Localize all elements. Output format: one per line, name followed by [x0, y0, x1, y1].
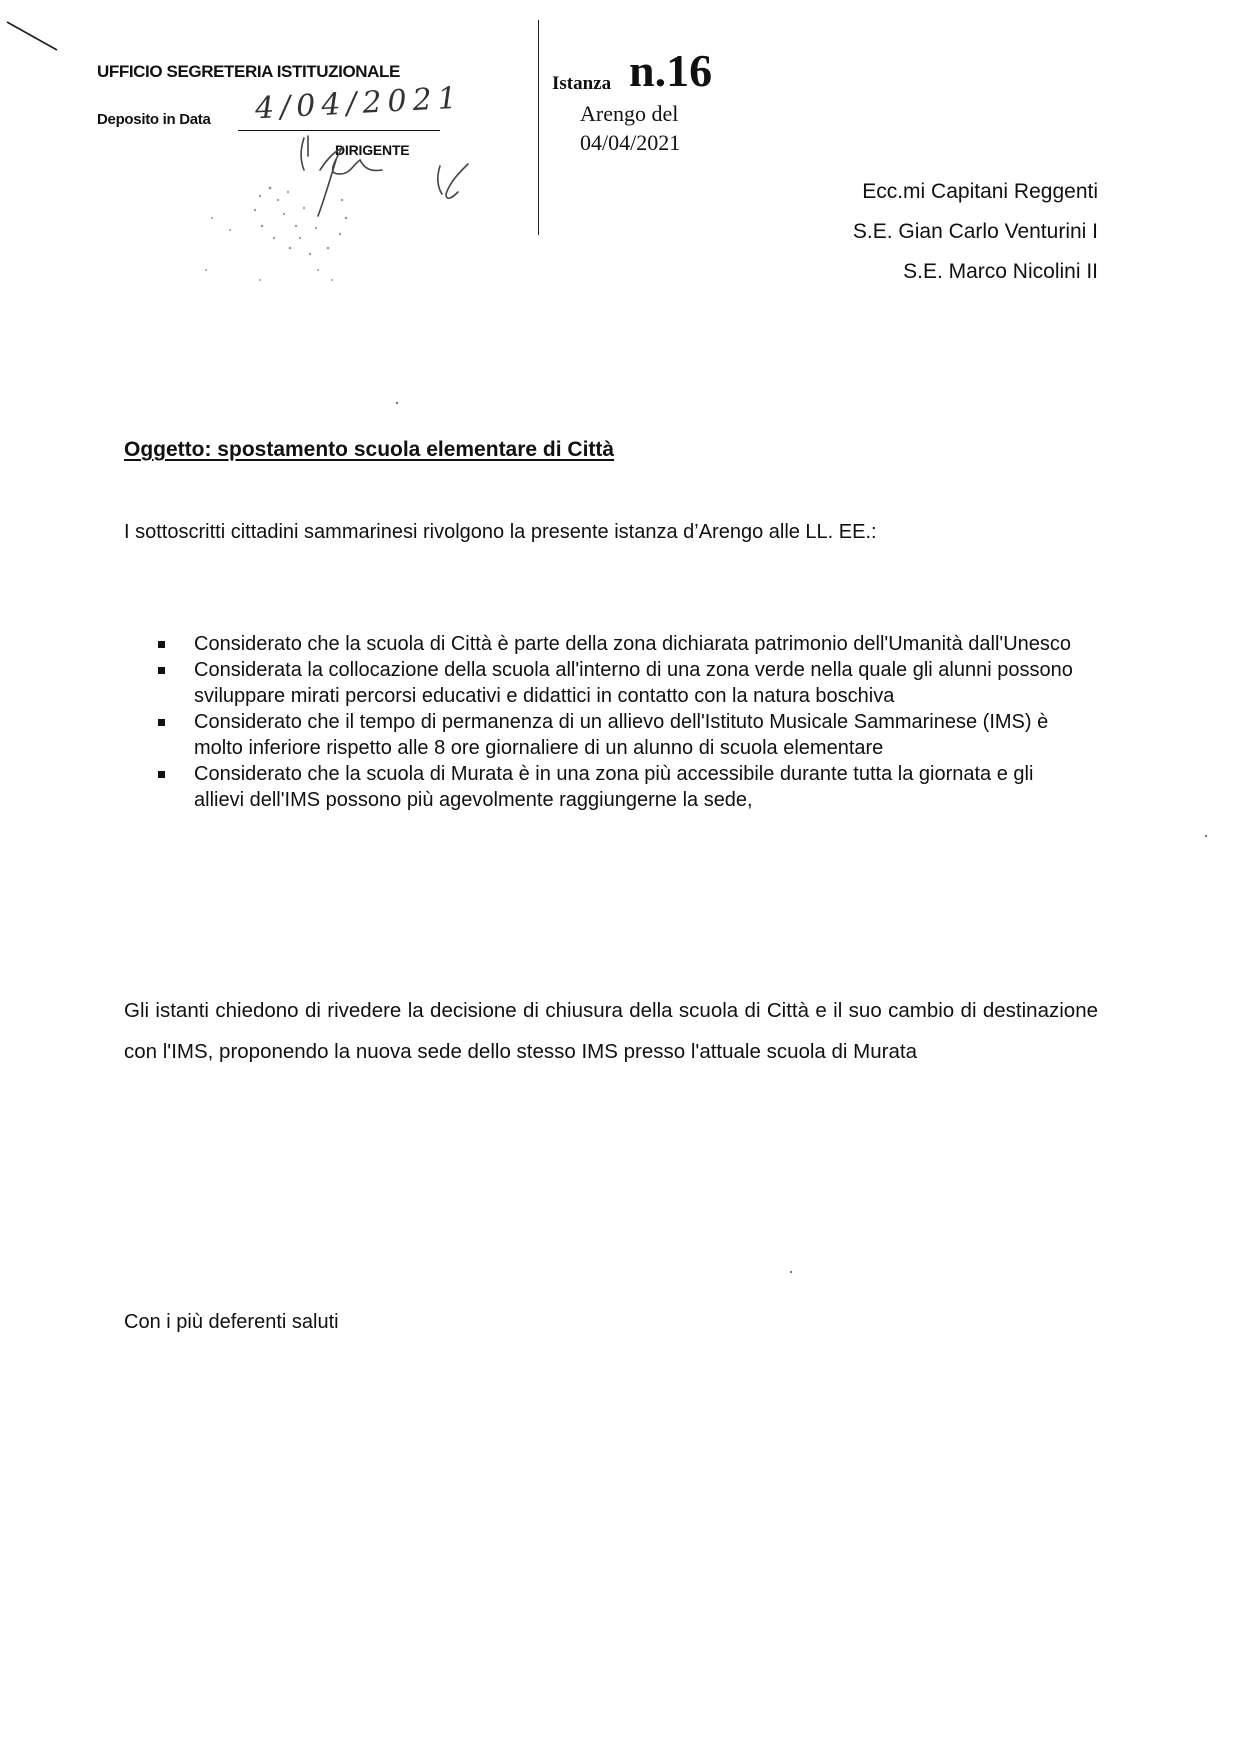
list-item	[158, 657, 1088, 709]
list-item	[158, 761, 1088, 813]
arengo-date: 04/04/2021	[580, 130, 681, 155]
subject-line: Oggetto: spostamento scuola elementare di Città	[124, 438, 615, 461]
intro-paragraph: I sottoscritti cittadini sammarinesi rivolgono la presente istanza d’Arengo alle LL. EE.:	[124, 521, 877, 543]
scan-speck	[1205, 835, 1207, 837]
bullet-icon	[158, 667, 165, 674]
recipient-line: S.E. Gian Carlo Venturini I	[852, 220, 1098, 243]
istanza-number: n.16	[629, 45, 713, 96]
dirigente-label: DIRIGENTE	[335, 142, 410, 158]
arengo-label: Arengo del	[580, 101, 679, 126]
scan-speck	[790, 1271, 792, 1273]
handwritten-deposit-date: 4/04/2021	[254, 80, 464, 127]
considerations-list	[158, 631, 1088, 813]
list-item-text: Considerato che la scuola di Città è parte della zona dichiarata patrimonio dell'Umanità dall'Unesco	[194, 633, 1072, 655]
list-item-text: Considerato che il tempo di permanenza di un allievo dell'Istituto Musicale Sammarinese (IMS) è molto inferiore rispetto alle 8 ore giornaliere di un alunno di scuola elementare	[194, 711, 1049, 759]
recipients-block	[853, 172, 1098, 292]
bullet-icon	[158, 719, 165, 726]
recipient-line: S.E. Marco Nicolini II	[903, 260, 1098, 283]
deposit-date-label: Deposito in Data	[97, 111, 211, 128]
list-item	[158, 709, 1088, 761]
scan-speck	[396, 402, 398, 404]
bullet-icon	[158, 641, 165, 648]
istanza-label: Istanza	[552, 73, 612, 94]
request-paragraph: Gli istanti chiedono di rivedere la decisione di chiusura della scuola di Città e il suo cambio di destinazione con l'IMS, proponendo la nuova sede dello stesso IMS presso l'attuale scuola di Murata	[124, 999, 1098, 1063]
recipient-line: Ecc.mi Capitani Reggenti	[862, 180, 1098, 203]
scan-corner-mark	[5, 20, 65, 60]
list-item-text: Considerato che la scuola di Murata è in una zona più accessibile durante tutta la giornata e gli allievi dell'IMS possono più agevolmente raggiungerne la sede,	[194, 763, 1034, 811]
bullet-icon	[158, 771, 165, 778]
header-divider	[538, 20, 539, 235]
office-stamp-title: UFFICIO SEGRETERIA ISTITUZIONALE	[97, 62, 400, 81]
closing-salutation: Con i più deferenti saluti	[124, 1311, 339, 1333]
signature-and-stamp	[200, 130, 520, 320]
list-item-text: Considerata la collocazione della scuola all'interno di una zona verde nella quale gli alunni possono sviluppare mirati percorsi educativi e didattici in contatto con la natura boschiva	[194, 659, 1073, 707]
list-item	[158, 631, 1088, 657]
